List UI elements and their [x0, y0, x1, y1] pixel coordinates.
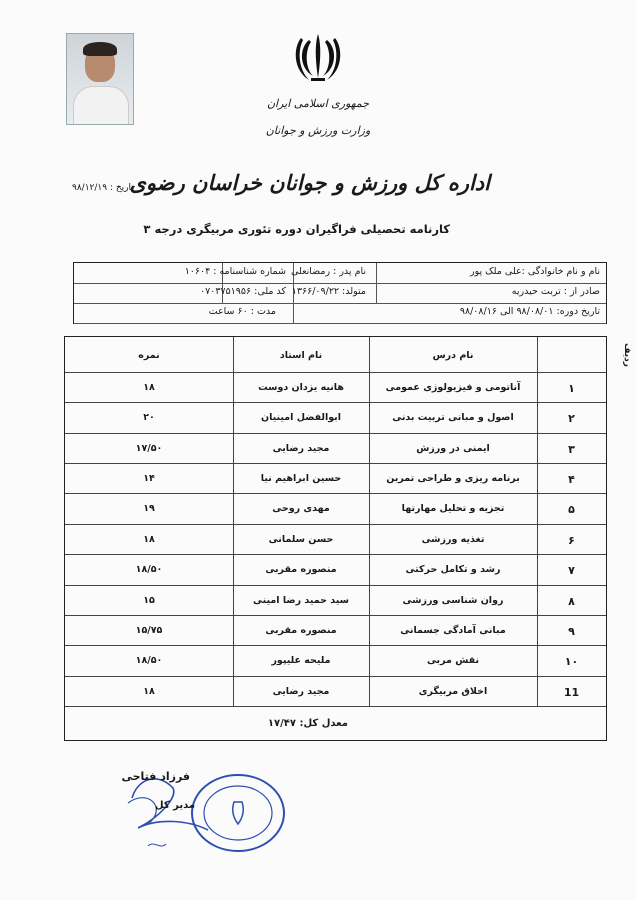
signatory-name: فرزاد فتاحی	[121, 770, 190, 783]
teacher-name: مجید رضایی	[272, 685, 330, 697]
birth-date: متولد: ۱۳۶۶/۰۹/۲۲	[291, 286, 366, 297]
row-number: ۸	[568, 594, 575, 608]
course-name: روان شناسی ورزشی	[402, 594, 504, 606]
teacher-name: ابوالفضل امینیان	[260, 412, 342, 424]
ministry-line: وزارت ورزش و جوانان	[265, 124, 371, 137]
grade-value: ۱۹	[143, 503, 155, 515]
republic-line: جمهوری اسلامی ایران	[266, 97, 370, 110]
department-title: اداره کل ورزش و جوانان خراسان رضوی	[129, 170, 490, 195]
iran-emblem-icon	[291, 30, 345, 86]
course-name: اخلاق مربیگری	[418, 685, 488, 697]
national-code: کد ملی: ۰۷۰۳۷۵۱۹۵۶	[200, 286, 286, 297]
teacher-name: حسن سلمانی	[268, 533, 334, 545]
teacher-name: ملیحه علیپور	[271, 655, 331, 667]
course-name: تغذیه ورزشی	[421, 533, 485, 545]
row-number: ۱	[568, 382, 575, 395]
row-number: ۶	[568, 533, 575, 547]
course-name: آناتومی و فیزیولوژی عمومی	[385, 382, 521, 393]
teacher-name: مجید رضایی	[272, 442, 330, 454]
id-number: شماره شناسنامه : ۱۰۶۰۴	[184, 266, 286, 277]
report-subtitle: کارنامه تحصیلی فراگیران دوره تئوری مربیگری درجه ۳	[143, 222, 450, 236]
student-info-table	[73, 262, 607, 324]
signatory-title: مدیر کل	[154, 800, 196, 811]
header-teacher: نام استاد	[279, 350, 323, 361]
teacher-name: منصوره مقربی	[265, 564, 337, 576]
grade-value: ۱۸	[143, 685, 155, 697]
row-number: ۴	[568, 473, 575, 487]
header-row-number: ردیف	[622, 343, 632, 367]
grade-value: ۱۸/۵۰	[135, 655, 163, 667]
course-name: نقش مربی	[426, 655, 480, 667]
teacher-name: حسین ابراهیم نیا	[260, 473, 342, 485]
row-number: ۳	[568, 442, 575, 456]
grades-table	[64, 336, 632, 741]
grade-value: ۱۸	[143, 382, 155, 393]
row-number: 11	[563, 685, 580, 699]
grade-value: ۱۷/۵۰	[135, 442, 163, 454]
grade-value: ۱۵	[143, 594, 155, 606]
course-name: ایمنی در ورزش	[416, 442, 490, 454]
grade-value: ۲۰	[143, 412, 155, 424]
header-course: نام درس	[432, 350, 474, 361]
row-number: ۵	[568, 503, 575, 517]
course-name: برنامه ریزی و طراحی تمرین	[386, 473, 520, 485]
row-number: ۷	[568, 564, 575, 578]
teacher-name: مهدی روحی	[272, 503, 330, 515]
grade-value: ۱۵/۷۵	[135, 624, 163, 636]
father-name: نام پدر : رمضانعلی	[291, 266, 366, 277]
teacher-name: سید حمید رضا امینی	[253, 594, 349, 606]
row-number: ۲	[568, 412, 575, 426]
student-photo	[66, 33, 134, 125]
grade-value: ۱۸/۵۰	[135, 564, 163, 576]
grade-value: ۱۴	[143, 473, 155, 485]
teacher-name: منصوره مقربی	[265, 624, 337, 636]
course-name: اصول و مبانی تربیت بدنی	[392, 412, 514, 424]
row-number: ۹	[568, 624, 575, 638]
course-name: رشد و تکامل حرکتی	[405, 564, 501, 576]
student-name: نام و نام خانوادگی :علی ملک پور	[470, 266, 600, 277]
grade-value: ۱۸	[143, 533, 155, 545]
overall-average: معدل کل: ۱۷/۴۷	[267, 718, 348, 729]
course-name: تجزیه و تحلیل مهارتها	[401, 503, 505, 515]
issue-date: تاریخ : ۹۸/۱۲/۱۹	[72, 183, 134, 193]
course-dates: تاریخ دوره: ۹۸/۰۸/۰۱ الی ۹۸/۰۸/۱۶	[459, 306, 600, 317]
course-name: مبانی آمادگی جسمانی	[400, 624, 506, 636]
average-row	[65, 707, 606, 741]
teacher-name: هانیه یزدان دوست	[258, 382, 344, 393]
header-grade: نمره	[138, 350, 160, 361]
course-duration: مدت : ۶۰ ساعت	[208, 306, 276, 317]
row-number: ۱۰	[564, 655, 579, 669]
issued-place: صادر از : تربت حیدریه	[511, 286, 600, 297]
